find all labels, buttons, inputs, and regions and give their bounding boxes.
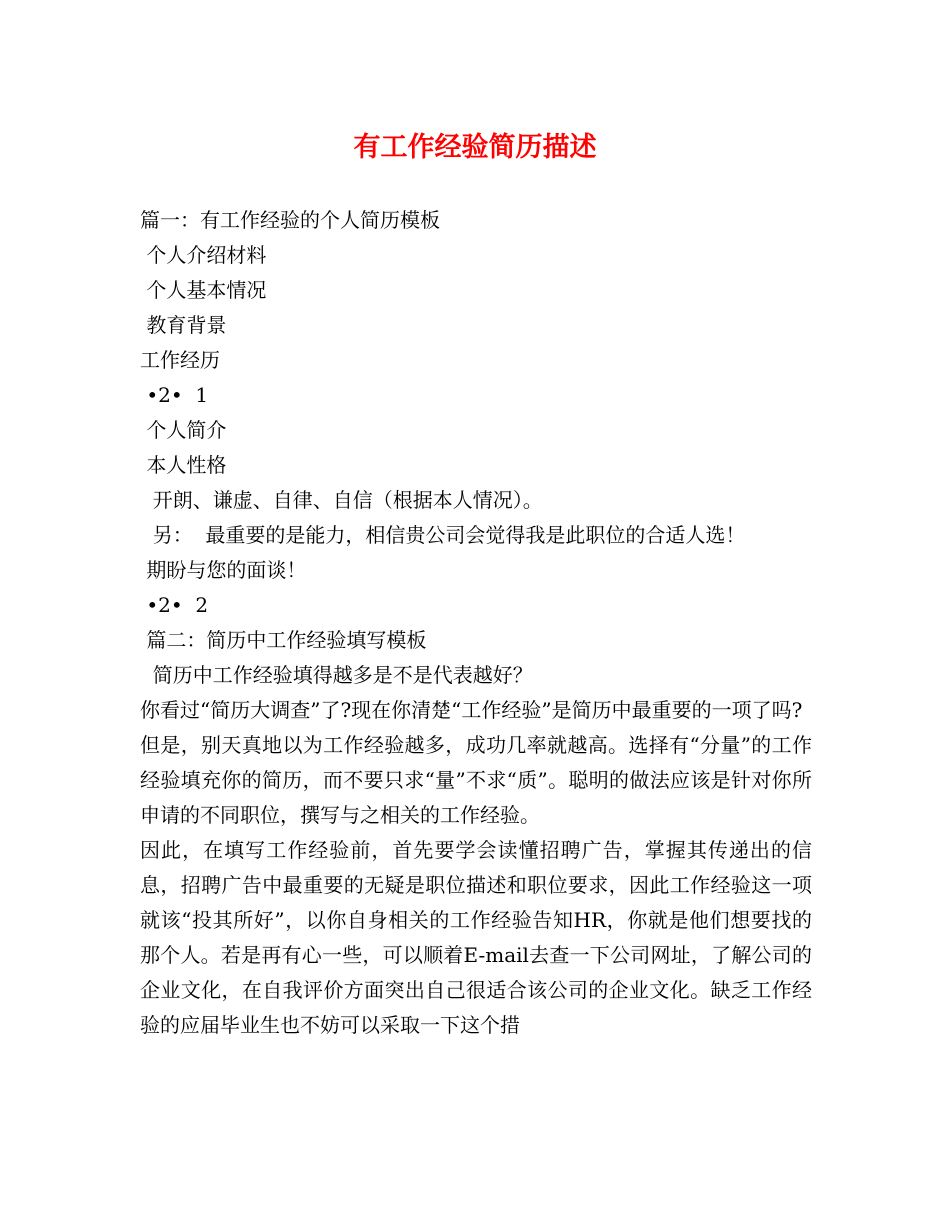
section-heading: 篇二：简历中工作经验填写模板: [140, 628, 427, 652]
text-line: 开朗、谦虚、自律、自信（根据本人情况）。: [140, 488, 543, 512]
page-marker: •2• 1: [140, 383, 209, 407]
text-line: 篇一：有工作经验的个人简历模板: [140, 208, 440, 232]
document-body: [140, 203, 812, 1043]
text-line: 个人简介: [140, 418, 227, 442]
text-line: 教育背景: [140, 313, 227, 337]
text-line: 简历中工作经验填得越多是不是代表越好？: [140, 663, 533, 687]
paragraph: 但是，别天真地以为工作经验越多，成功几率就越高。选择有“分量”的工作经验填充你的简历，而不要只求“量”不求“质”。聪明的做法应该是针对你所申请的不同职位，撰写与之相关的工作经验。: [140, 733, 812, 827]
text-line: 个人基本情况: [140, 278, 267, 302]
text-line: 个人介绍材料: [140, 243, 267, 267]
page-marker: •2• 2: [140, 593, 209, 617]
text-line: 本人性格: [140, 453, 227, 477]
document-title: 有工作经验简历描述: [353, 132, 597, 163]
text-line: 工作经历: [140, 348, 220, 372]
paragraph: 因此，在填写工作经验前，首先要学会读懂招聘广告，掌握其传递出的信息，招聘广告中最重要的无疑是职位描述和职位要求，因此工作经验这一项就该“投其所好”，以你自身相关的工作经验告知HR，你就是他们想要找的那个人。若是再有心一些，可以顺着E-mail去查一下公司网址，了解公司的企业文化，在自我评价方面突出自己很适合该公司的企业文化。缺乏工作经验的应届毕业生也不妨可以采取一下这个措: [140, 838, 812, 1037]
paragraph: 你看过“简历大调查”了?现在你清楚“工作经验”是简历中最重要的一项了吗?: [140, 698, 803, 722]
text-line: 期盼与您的面谈！: [140, 558, 307, 582]
text-line: 另： 最重要的是能力，相信贵公司会觉得我是此职位的合适人选！: [140, 523, 746, 547]
